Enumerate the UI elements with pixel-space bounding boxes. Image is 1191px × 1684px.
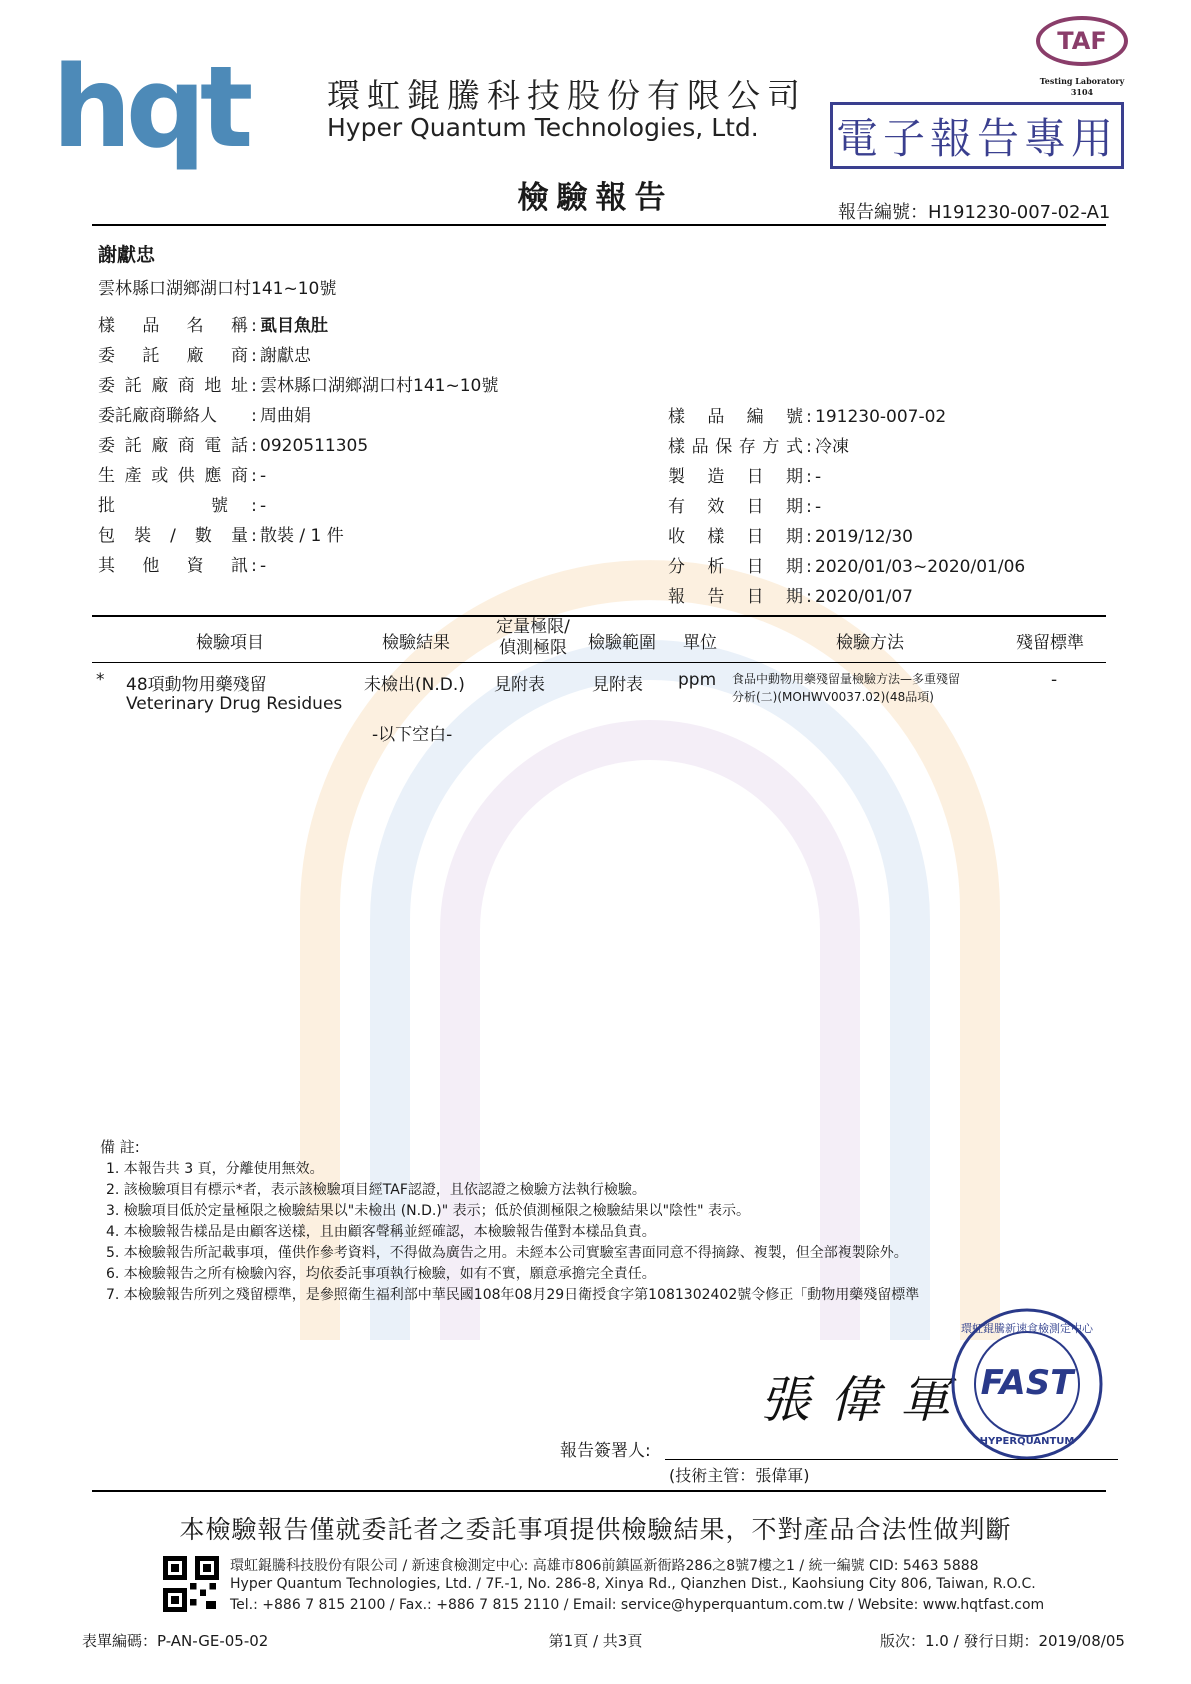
cell-method-line1: 食品中動物用藥殘留量檢驗方法—多重殘留 — [732, 672, 961, 686]
header-divider — [92, 224, 1106, 226]
footer-line-zh: 環虹錕騰科技股份有限公司 / 新速食檢測定中心: 高雄市806前鎮區新衙路286之8號7樓之1 / 統一編號 CID: 5463 5888 — [230, 1558, 979, 1574]
field-storage: 樣 品 保 存 方 式 : 冷凍 — [668, 437, 849, 457]
field-sample-no: 樣 品 編 號 : 191230-007-02 — [668, 407, 947, 427]
version-info: 版次：1.0 / 發行日期：2019/08/05 — [880, 1632, 1125, 1650]
field-batch: 批 號 : - — [98, 496, 267, 516]
field-package: 包 裝 / 數 量 : 散裝 / 1 件 — [98, 526, 344, 546]
field-value: - — [815, 497, 822, 517]
qr-code-icon — [163, 1556, 219, 1612]
company-name-en: Hyper Quantum Technologies, Ltd. — [327, 113, 759, 142]
field-label: 製 造 日 期 — [668, 467, 803, 487]
field-value: 191230-007-02 — [815, 407, 947, 427]
disclaimer: 本檢驗報告僅就委託者之委託事項提供檢驗結果，不對產品合法性做判斷 — [179, 1515, 1012, 1544]
table-top-border — [92, 615, 1106, 617]
note-item: 5. 本檢驗報告所記載事項，僅供作參考資料，不得做為廣告之用。未經本公司實驗室書面同意不得摘錄、複製，但全部複製除外。 — [106, 1245, 908, 1261]
cell-result: 未檢出(N.D.) — [364, 675, 465, 695]
field-value: - — [260, 556, 267, 576]
th-method: 檢驗方法 — [836, 633, 904, 653]
seal-ring-text: 環虹錕騰新速食檢測定中心 — [961, 1322, 1093, 1335]
handwritten-signature: 張偉軍 — [760, 1371, 970, 1429]
field-value: 2020/01/03~2020/01/06 — [815, 557, 1026, 577]
note-item: 7. 本檢驗報告所列之殘留標準，是參照衛生福利部中華民國108年08月29日衛授食字第1081302402號令修正「動物用藥殘留標準 — [106, 1287, 920, 1303]
company-name-zh: 環虹錕騰科技股份有限公司 — [327, 76, 807, 115]
field-exp-date: 有 效 日 期 : - — [668, 497, 822, 517]
th-loq: 定量極限/ 偵測極限 — [496, 617, 570, 658]
note-item: 1. 本報告共 3 頁，分離使用無效。 — [106, 1161, 324, 1177]
field-value: - — [260, 466, 267, 486]
field-value: 周曲娟 — [260, 406, 311, 426]
field-client-address: 委 託 廠 商 地 址 : 雲林縣口湖鄉湖口村141~10號 — [98, 376, 499, 396]
field-value: 虱目魚肚 — [260, 316, 328, 336]
footer-divider — [92, 1490, 1106, 1492]
page-number: 第1頁 / 共3頁 — [548, 1632, 643, 1650]
field-label: 分 析 日 期 — [668, 557, 803, 577]
field-value: 2019/12/30 — [815, 527, 913, 547]
field-label: 樣 品 編 號 — [668, 407, 803, 427]
field-label: 委 託 廠 商 — [98, 346, 248, 366]
footer-line-en: Hyper Quantum Technologies, Ltd. / 7F.-1, No. 286-8, Xinya Rd., Qianzhen Dist., Kaohsiung City 806, Taiwan, R.O.C. — [230, 1576, 1036, 1592]
field-value: 2020/01/07 — [815, 587, 913, 607]
th-unit: 單位 — [683, 633, 717, 653]
th-item: 檢驗項目 — [196, 633, 264, 653]
cell-standard: - — [1051, 670, 1058, 690]
cell-item-en: Veterinary Drug Residues — [126, 694, 343, 714]
note-item: 6. 本檢驗報告之所有檢驗內容，均依委託事項執行檢驗，如有不實，願意承擔完全責任。 — [106, 1266, 656, 1282]
client-name: 謝獻忠 — [98, 244, 156, 266]
field-value: - — [260, 496, 267, 516]
fast-seal-icon — [938, 1306, 1116, 1462]
field-label: 生 產 或 供 應 商 — [98, 466, 248, 486]
cell-item-zh: 48項動物用藥殘留 — [126, 675, 267, 695]
field-report-date: 報 告 日 期 : 2020/01/07 — [668, 587, 913, 607]
field-label: 樣 品 名 稱 — [98, 316, 248, 336]
document-title: 檢驗報告 — [517, 180, 674, 216]
field-value: 0920511305 — [260, 436, 369, 456]
signer-line — [665, 1459, 1118, 1460]
taf-caption: Testing Laboratory 3104 — [1039, 76, 1125, 97]
field-phone: 委 託 廠 商 電 話 : 0920511305 — [98, 436, 369, 456]
notes-heading: 備 註: — [100, 1138, 140, 1156]
right-info-fields — [668, 405, 1025, 609]
blank-marker: -以下空白- — [372, 725, 453, 745]
th-standard: 殘留標準 — [1016, 633, 1084, 653]
footer-line-contact: Tel.: +886 7 815 2100 / Fax.: +886 7 815 2110 / Email: service@hyperquantum.com.tw / Website: www.hqtfast.com — [230, 1597, 1045, 1613]
note-item: 3. 檢驗項目低於定量極限之檢驗結果以"未檢出 (N.D.)" 表示；低於偵測極限之檢驗結果以"陰性" 表示。 — [106, 1203, 750, 1219]
field-label: 收 樣 日 期 — [668, 527, 803, 547]
field-producer: 生 產 或 供 應 商 : - — [98, 466, 267, 486]
field-sample-name: 樣 品 名 稱 : 虱目魚肚 — [98, 316, 328, 336]
field-value: 雲林縣口湖鄉湖口村141~10號 — [260, 376, 499, 396]
field-label: 委 託 廠 商 電 話 — [98, 436, 248, 456]
field-mfg-date: 製 造 日 期 : - — [668, 467, 822, 487]
left-info-fields — [98, 314, 498, 578]
form-number: 表單編碼：P-AN-GE-05-02 — [82, 1632, 269, 1650]
field-label: 批 號 — [98, 496, 228, 516]
signer-label: 報告簽署人: — [560, 1441, 651, 1461]
taf-logo: TAF — [1036, 16, 1128, 66]
note-item: 4. 本檢驗報告樣品是由顧客送樣，且由顧客聲稱並經確認，本檢驗報告僅對本樣品負責。 — [106, 1224, 656, 1240]
field-value: 散裝 / 1 件 — [260, 526, 344, 546]
field-label: 包 裝 / 數 量 — [98, 526, 248, 546]
field-label: 其 他 資 訊 — [98, 556, 248, 576]
table-header-divider — [92, 662, 1106, 663]
note-item: 2. 該檢驗項目有標示*者，表示該檢驗項目經TAF認證，且依認證之檢驗方法執行檢驗。 — [106, 1182, 646, 1198]
field-label: 樣 品 保 存 方 式 — [668, 437, 803, 457]
th-result: 檢驗結果 — [382, 633, 450, 653]
field-client: 委 託 廠 商 : 謝獻忠 — [98, 346, 311, 366]
seal-bottom-text: HYPERQUANTUM — [979, 1436, 1075, 1447]
field-other: 其 他 資 訊 : - — [98, 556, 267, 576]
cell-loq: 見附表 — [494, 675, 545, 695]
field-analysis-date: 分 析 日 期 : 2020/01/03~2020/01/06 — [668, 557, 1026, 577]
field-contact: 委託廠商聯絡人 : 周曲娟 — [98, 406, 311, 426]
client-address: 雲林縣口湖鄉湖口村141~10號 — [98, 279, 337, 299]
field-label: 委託廠商聯絡人 — [98, 406, 217, 426]
cell-unit: ppm — [678, 670, 717, 690]
th-range: 檢驗範圍 — [588, 633, 656, 653]
field-value: - — [815, 467, 822, 487]
field-label: 有 效 日 期 — [668, 497, 803, 517]
report-number: 報告編號：H191230-007-02-A1 — [838, 202, 1111, 223]
field-label: 委 託 廠 商 地 址 — [98, 376, 248, 396]
cell-method-line2: 分析(二)(MOHWV0037.02)(48品項) — [732, 690, 934, 704]
taf-mark: * — [96, 670, 105, 690]
electronic-report-stamp: 電子報告專用 — [830, 102, 1124, 169]
field-value: 冷凍 — [815, 437, 849, 457]
technical-manager: (技術主管：張偉軍) — [669, 1466, 810, 1485]
field-received-date: 收 樣 日 期 : 2019/12/30 — [668, 527, 913, 547]
field-value: 謝獻忠 — [260, 346, 311, 366]
seal-fast-text: FAST — [980, 1363, 1074, 1403]
field-label: 報 告 日 期 — [668, 587, 803, 607]
cell-range: 見附表 — [592, 675, 643, 695]
hqt-logo: hqt — [52, 43, 248, 173]
